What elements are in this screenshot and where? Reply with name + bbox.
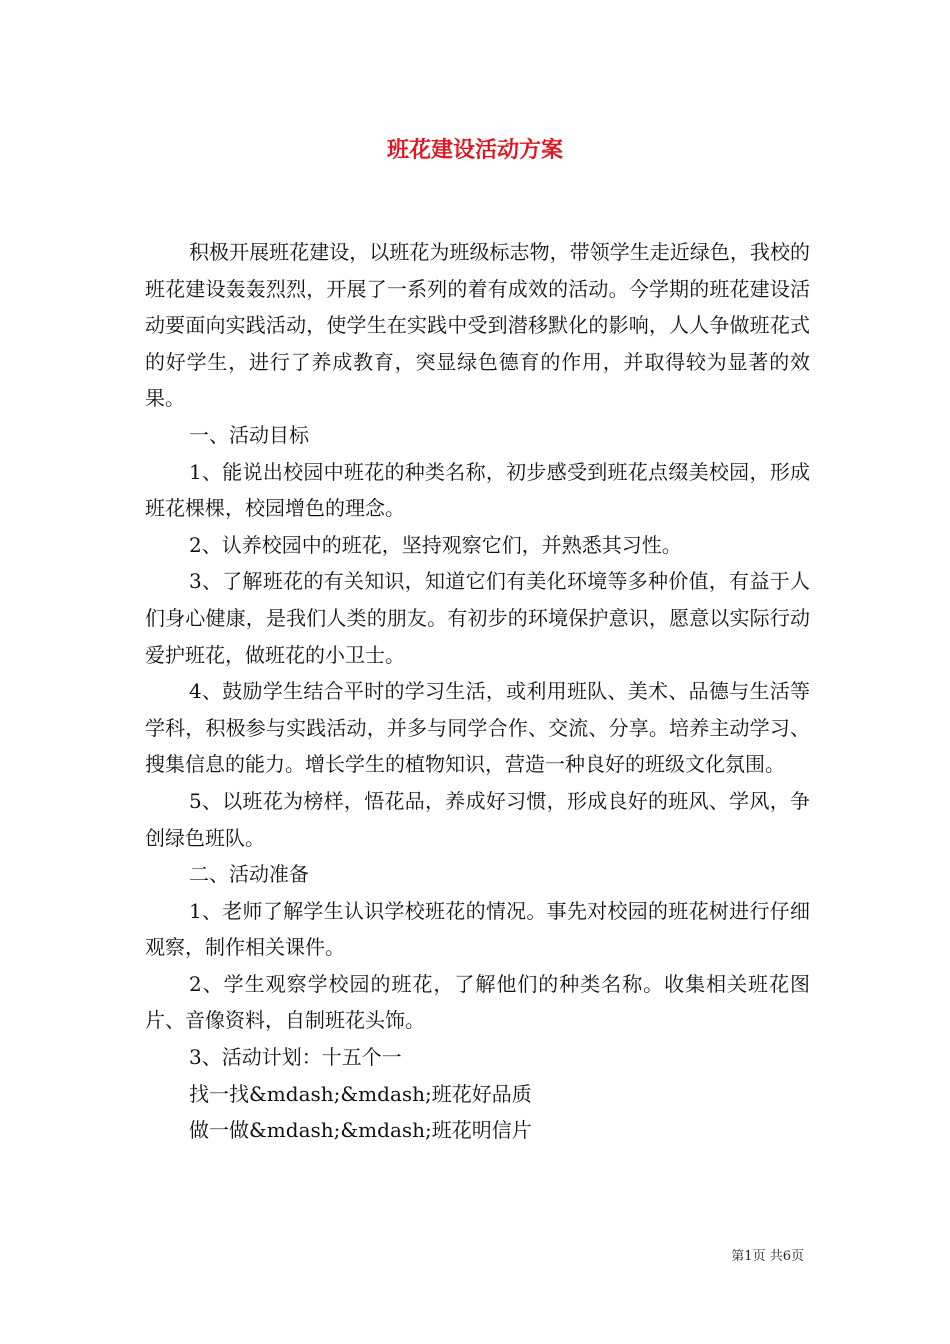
section-heading-preparation: 二、活动准备 xyxy=(189,862,309,887)
goal-item-2: 2、认养校园中的班花，坚持观察它们，并熟悉其习性。 xyxy=(189,532,682,557)
section-heading-goals: 一、活动目标 xyxy=(189,422,309,447)
page-label-mid: 页 共 xyxy=(752,1249,783,1264)
page-label-prefix: 第 xyxy=(731,1249,745,1264)
page-number-footer xyxy=(731,1248,804,1266)
preparation-item-2: 2、学生观察学校园的班花，了解他们的种类名称。收集相关班花图片、音像资料，自制班花头饰。 xyxy=(145,971,810,1033)
preparation-item-1: 1、老师了解学生认识学校班花的情况。事先对校园的班花树进行仔细观察，制作相关课件。 xyxy=(145,898,810,960)
page-label-suffix: 页 xyxy=(790,1249,804,1264)
goal-item-3: 3、了解班花的有关知识，知道它们有美化环境等多种价值，有益于人们身心健康，是我们人类的朋友。有初步的环境保护意识，愿意以实际行动爱护班花，做班花的小卫士。 xyxy=(145,569,810,667)
goal-item-4: 4、鼓励学生结合平时的学习生活，或利用班队、美术、品德与生活等学科，积极参与实践活动，并多与同学合作、交流、分享。培养主动学习、搜集信息的能力。增长学生的植物知识，营造一种良好的班级文化氛围。 xyxy=(145,679,810,777)
preparation-item-3: 3、活动计划：十五个一 xyxy=(189,1045,402,1070)
document-title: 班花建设活动方案 xyxy=(386,137,563,163)
goal-item-1: 1、能说出校园中班花的种类名称，初步感受到班花点缀美校园，形成班花棵棵，校园增色的理念。 xyxy=(145,459,810,521)
activity-line-2: 做一做&mdash;&mdash;班花明信片 xyxy=(189,1118,532,1143)
document-body xyxy=(145,234,810,1149)
activity-line-1: 找一找&mdash;&mdash;班花好品质 xyxy=(189,1081,532,1106)
goal-item-5: 5、以班花为榜样，悟花品，养成好习惯，形成良好的班风、学风，争创绿色班队。 xyxy=(145,788,810,850)
total-page-number: 6 xyxy=(782,1249,791,1264)
current-page-number: 1 xyxy=(744,1249,753,1264)
paragraph-intro: 积极开展班花建设，以班花为班级标志物，带领学生走近绿色，我校的班花建设轰轰烈烈，开展了一系列的着有成效的活动。今学期的班花建设活动要面向实践活动，使学生在实践中受到潜移默化的影响，人人争做班花式的好学生，进行了养成教育，突显绿色德育的作用，并取得较为显著的效果。 xyxy=(145,240,810,411)
